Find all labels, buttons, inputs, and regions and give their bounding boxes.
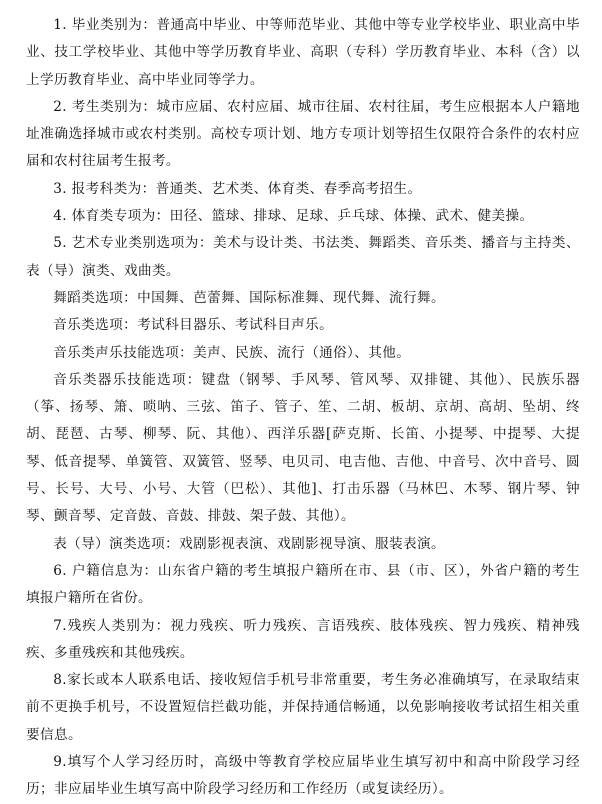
paragraph-dance-options: 舞蹈类选项：中国舞、芭蕾舞、国际标准舞、现代舞、流行舞。 bbox=[53, 289, 446, 306]
paragraph-vocal-options: 音乐类声乐技能选项：美声、民族、流行（通俗）、其他。 bbox=[53, 344, 411, 361]
paragraph-instrument-options: 音乐类器乐技能选项：键盘（钢琴、手风琴、管风琴、双排键、其他）、民族乐器（筝、扬琴、箫、唢呐、三弦、笛子、管子、笙、二胡、板胡、京胡、高胡、坠胡、终胡、琵琶、古琴、柳琴、阮、其他）、西洋乐器[萨克斯、长笛、小提琴、中提琴、大提琴、低音提琴、单簧管、双簧管、竖琴、电贝司、电吉他、吉他、中音号、次中音号、圆号、长号、大号、小号、大管（巴松）、其他]、打击乐器（马林巴、木琴、钢片琴、钟琴、颤音琴、定音鼓、音鼓、排鼓、架子鼓、其他）。 bbox=[26, 371, 580, 525]
paragraph-graduation-category: 1. 毕业类别为：普通高中毕业、中等师范毕业、其他中等专业学校毕业、职业高中毕业、技工学校毕业、其他中等学历教育毕业、高职（专科）学历教育毕业、本科（含）以上学历教育毕业、高中毕业同等学力。 bbox=[26, 17, 580, 88]
paragraph-sports-specialty: 4. 体育类专项为：田径、篮球、排球、足球、乒乓球、体操、武术、健美操。 bbox=[53, 208, 534, 225]
paragraph-study-history: 9.填写个人学习经历时，高级中等教育学校应届毕业生填写初中和高中阶段学习经历；非应届毕业生填写高中阶段学习经历和工作经历（或复读经历）。 bbox=[26, 754, 580, 798]
paragraph-contact-phone: 8.家长或本人联系电话、接收短信手机号非常重要，考生务必准确填写，在录取结束前不更换手机号，不设置短信拦截功能，并保持通信畅通，以免影响接收考试招生相关重要信息。 bbox=[26, 672, 580, 743]
paragraph-household-info: 6. 户籍信息为：山东省户籍的考生填报户籍所在市、县（市、区），外省户籍的考生填报户籍所在省份。 bbox=[26, 562, 580, 607]
paragraph-music-options: 音乐类选项：考试科目器乐、考试科目声乐。 bbox=[53, 317, 334, 334]
paragraph-art-category: 5. 艺术专业类别选项为：美术与设计类、书法类、舞蹈类、音乐类、播音与主持类、表（导）演类、戏曲类。 bbox=[26, 235, 580, 279]
paragraph-performance-options: 表（导）演类选项：戏剧影视表演、戏剧影视导演、服装表演。 bbox=[53, 535, 446, 552]
paragraph-exam-subject: 3. 报考科类为：普通类、艺术类、体育类、春季高考招生。 bbox=[53, 180, 422, 197]
paragraph-candidate-category: 2. 考生类别为：城市应届、农村应届、城市往届、农村往届，考生应根据本人户籍地址准确选择城市或农村类别。高校专项计划、地方专项计划等招生仅限符合条件的农村应届和农村往届考生报考。 bbox=[26, 98, 580, 170]
paragraph-disability-category: 7.残疾人类别为：视力残疾、听力残疾、言语残疾、肢体残疾、智力残疾、精神残疾、多重残疾和其他残疾。 bbox=[26, 617, 580, 661]
